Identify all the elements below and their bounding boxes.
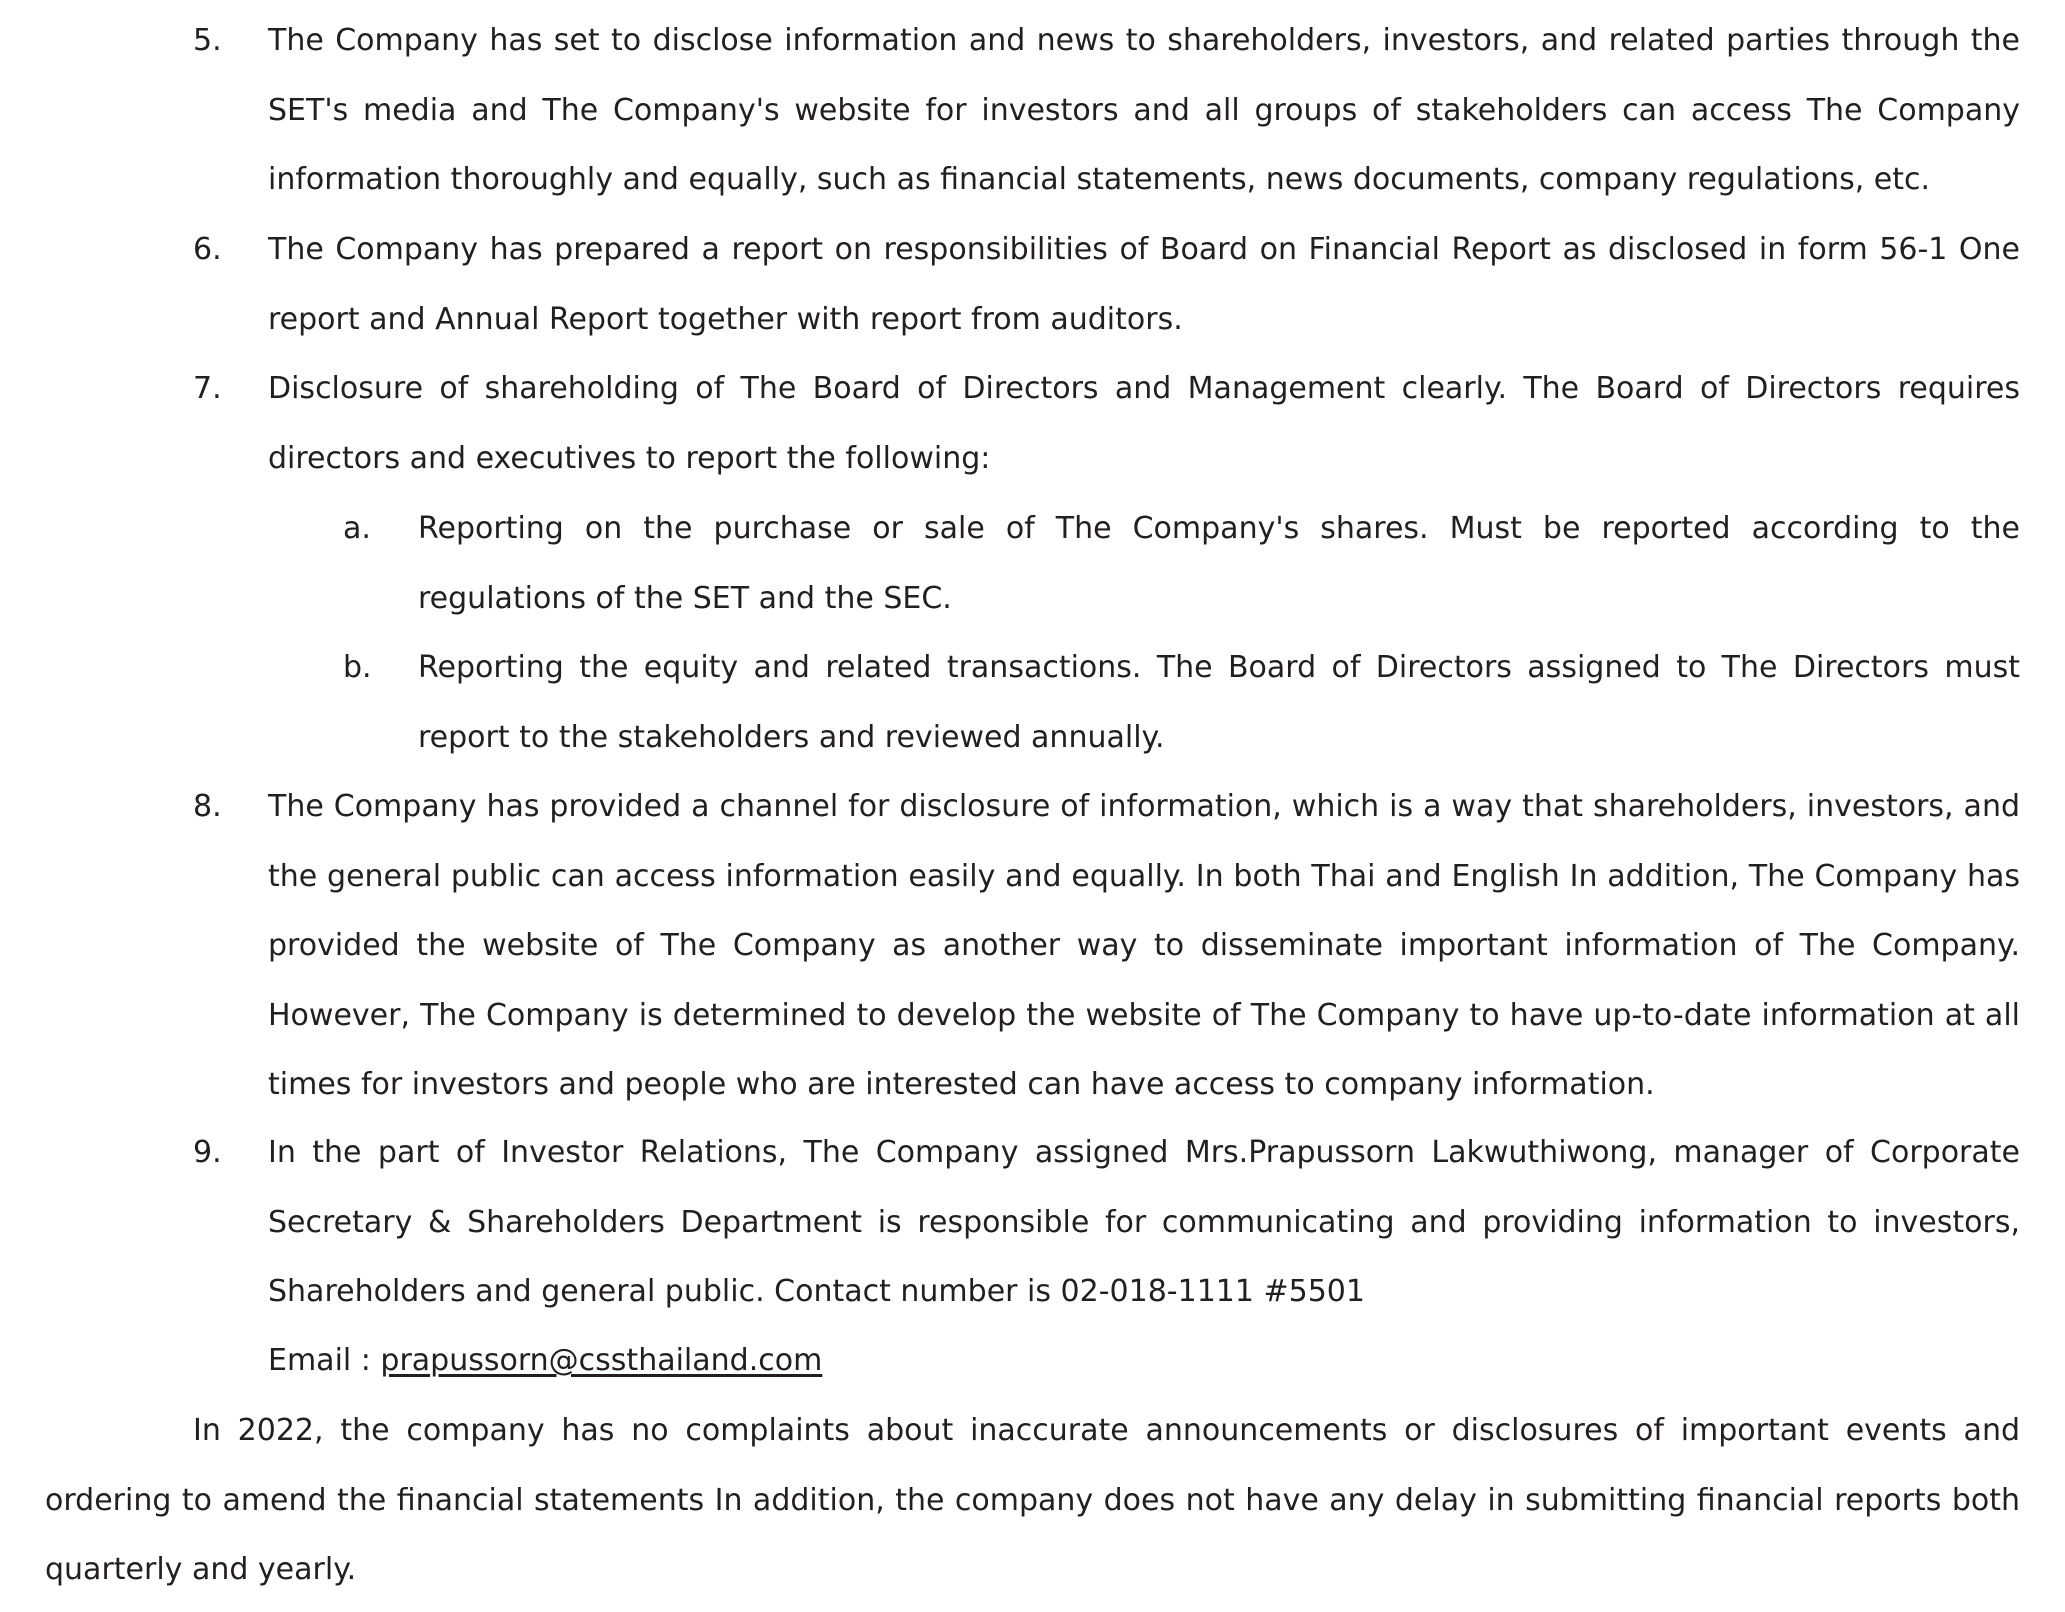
list-number: 7. [193, 371, 222, 406]
sub-item-text: Reporting the equity and related transactions. The Board of Directors assigned to The Directors must report to the stakeholders and reviewed annually. [418, 650, 2020, 755]
sub-item-text: Reporting on the purchase or sale of The Company's shares. Must be reported according to the regulations of the SET and the SEC. [418, 511, 2020, 616]
email-label: Email : [268, 1343, 381, 1378]
sub-item-a [343, 494, 2020, 633]
list-item-text: Disclosure of shareholding of The Board of Directors and Management clearly. The Board of Directors requires directors and executives to report the following: [268, 371, 2020, 476]
closing-paragraph: In 2022, the company has no complaints about inaccurate announcements or disclosures of important events and ordering to amend the financial statements In addition, the company does not have any delay in submitting financial reports both quarterly and yearly. [45, 1413, 2020, 1587]
list-item-text: The Company has prepared a report on responsibilities of Board on Financial Report as disclosed in form 56-1 One report and Annual Report together with report from auditors. [268, 232, 2020, 337]
sub-item-b [343, 633, 2020, 772]
email-link[interactable]: prapussorn@cssthailand.com [380, 1343, 823, 1378]
list-item-8 [193, 772, 2020, 1120]
list-item-text: The Company has set to disclose information and news to shareholders, investors, and related parties through the SET's media and The Company's website for investors and all groups of stakeholders can access The Company information thoroughly and equally, such as financial statements, news documents, company regulations, etc. [268, 23, 2020, 197]
list-item-text: In the part of Investor Relations, The Company assigned Mrs.Prapussorn Lakwuthiwong, manager of Corporate Secretary & Shareholders Department is responsible for communicating and providing information to investors, Shareholders and general public. Contact number is 02-018-1111 #5501 [268, 1135, 2020, 1309]
list-number: 5. [193, 23, 222, 58]
list-item-6 [193, 215, 2020, 354]
list-number: 6. [193, 232, 222, 267]
list-item-7 [193, 354, 2020, 493]
list-number: 9. [193, 1135, 222, 1170]
contact-email-line [268, 1326, 822, 1396]
list-item-text: The Company has provided a channel for disclosure of information, which is a way that shareholders, investors, and the general public can access information easily and equally. In both Thai and English In addition, The Company has provided the website of The Company as another way to disseminate important information of The Company. However, The Company is determined to develop the website of The Company to have up-to-date information at all times for investors and people who are interested can have access to company information. [268, 789, 2020, 1102]
sub-item-letter: a. [343, 511, 371, 546]
list-item-9 [193, 1118, 2020, 1327]
sub-item-letter: b. [343, 650, 372, 685]
list-number: 8. [193, 789, 222, 824]
list-item-5 [193, 6, 2020, 215]
